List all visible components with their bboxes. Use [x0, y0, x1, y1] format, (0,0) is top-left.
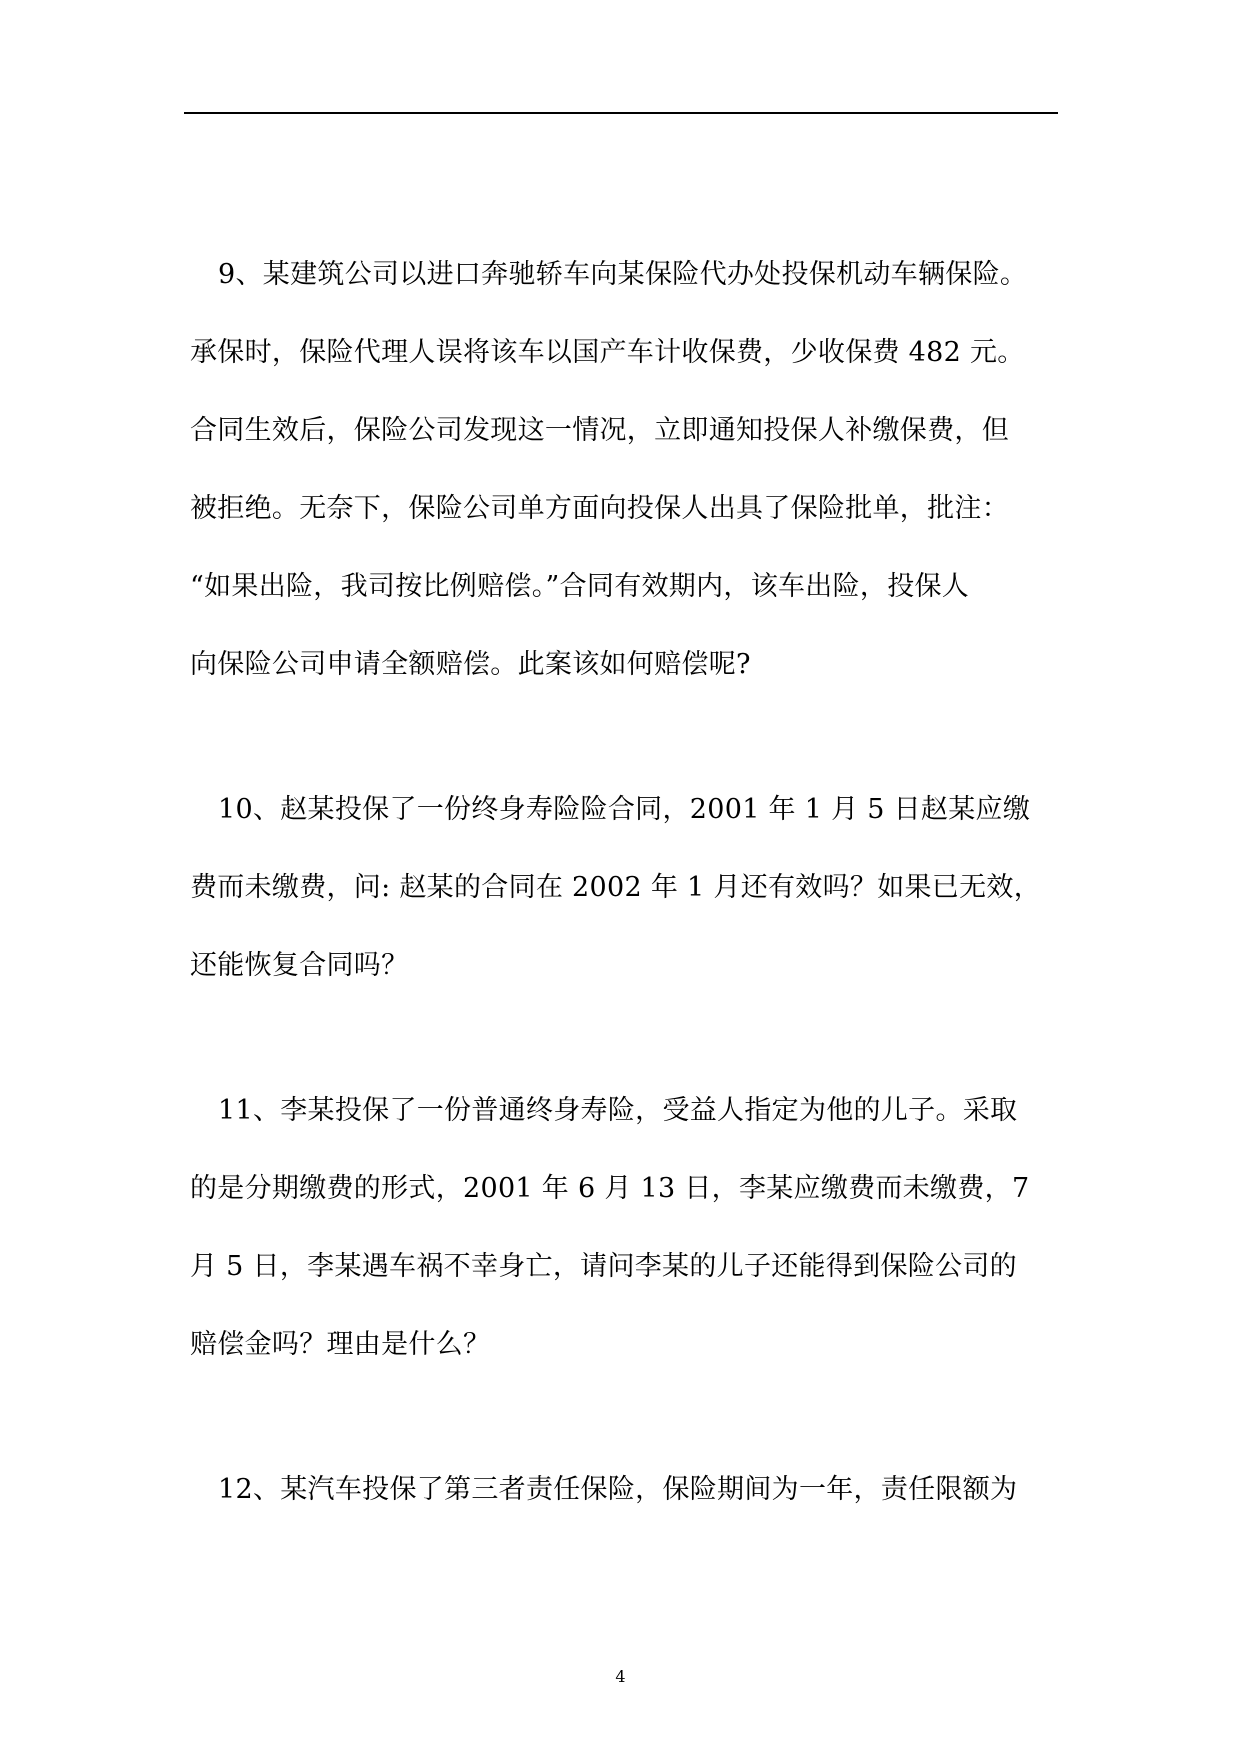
- question-line: 合同生效后，保险公司发现这一情况，立即通知投保人补缴保费，但: [190, 415, 1009, 446]
- question-line: “如果出险，我司按比例赔偿。”合同有效期内，该车出险，投保人: [190, 571, 970, 602]
- question-line: 月 5 日，李某遇车祸不幸身亡，请问李某的儿子还能得到保险公司的: [190, 1251, 1017, 1282]
- question-line: 费而未缴费，问: 赵某的合同在 2002 年 1 月还有效吗？如果已无效，: [190, 872, 1041, 903]
- question-line: 9、某建筑公司以进口奔驰轿车向某保险代办处投保机动车辆保险。: [218, 259, 1028, 290]
- question-line: 12、某汽车投保了第三者责任保险，保险期间为一年，责任限额为: [218, 1474, 1018, 1505]
- page-number: 4: [615, 1667, 626, 1686]
- question-line: 赔偿金吗？理由是什么？: [190, 1329, 491, 1360]
- question-line: 的是分期缴费的形式，2001 年 6 月 13 日，李某应缴费而未缴费，7: [190, 1173, 1030, 1204]
- question-line: 10、赵某投保了一份终身寿险险合同，2001 年 1 月 5 日赵某应缴: [218, 794, 1031, 825]
- question-line: 承保时，保险代理人误将该车以国产车计收保费，少收保费 482 元。: [190, 337, 1025, 368]
- question-line: 被拒绝。无奈下，保险公司单方面向投保人出具了保险批单，批注：: [190, 493, 1009, 524]
- question-line: 向保险公司申请全额赔偿。此案该如何赔偿呢?: [190, 649, 751, 680]
- question-line: 11、李某投保了一份普通终身寿险，受益人指定为他的儿子。采取: [218, 1095, 1018, 1126]
- question-line: 还能恢复合同吗？: [190, 950, 409, 981]
- header-rule: [184, 112, 1058, 114]
